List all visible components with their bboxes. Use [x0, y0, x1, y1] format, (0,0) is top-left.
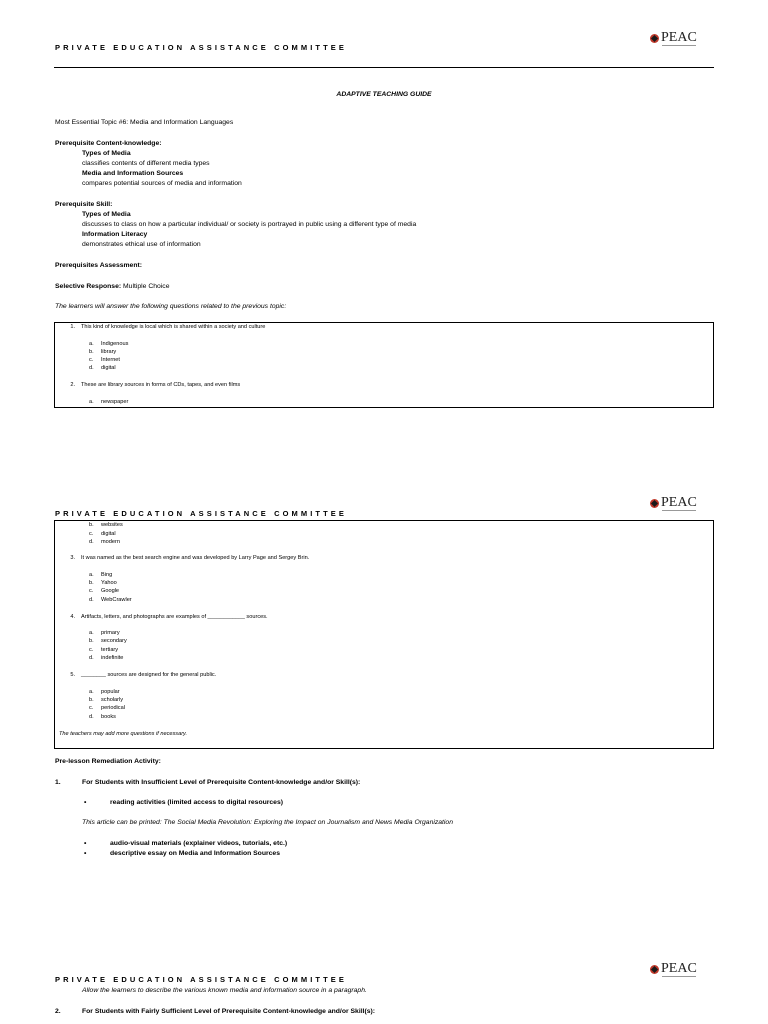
quiz-box-page2: [54, 520, 714, 749]
selective-value: Multiple Choice: [121, 283, 170, 290]
remediation-item-2-number: 2.: [55, 1008, 61, 1015]
option: d. modern: [89, 539, 120, 545]
remediation-item-1-number: 1.: [55, 779, 61, 786]
assessment-heading: Prerequisites Assessment:: [55, 262, 143, 269]
bullet: •: [84, 799, 87, 806]
peac-logo-icon: [650, 34, 659, 43]
option: c. Internet: [89, 357, 120, 363]
question-5: 5. ________ sources are designed for the general public.: [70, 672, 217, 678]
selective-label: Selective Response:: [55, 283, 122, 290]
quiz-box-page1: [54, 322, 714, 408]
topic-line: Most Essential Topic #6: Media and Information Languages: [55, 119, 234, 126]
peac-logo-icon: [650, 965, 659, 974]
prereq-skill-desc: discusses to class on how a particular individual/ or society is portrayed in public using a different type of media: [82, 221, 417, 228]
question-4: 4. Artifacts, letters, and photographs are examples of ____________ sources.: [70, 614, 268, 620]
option: d. indefinite: [89, 655, 124, 661]
option: d. digital: [89, 365, 116, 371]
option: b. websites: [89, 522, 123, 528]
instruction-line: The learners will answer the following questions related to the previous topic:: [55, 303, 287, 310]
prereq-skill-title: Types of Media: [82, 211, 131, 218]
option: b. secondary: [89, 638, 127, 644]
peac-logo-icon: [650, 499, 659, 508]
option: c. tertiary: [89, 647, 119, 653]
peac-logo-text: PEAC: [661, 961, 697, 976]
prereq-content-title: Types of Media: [82, 150, 131, 157]
peac-logo-text: PEAC: [661, 30, 697, 45]
peac-logo: [650, 495, 697, 511]
bullet-reading-activities: reading activities (limited access to digital resources): [110, 799, 284, 806]
option: a. primary: [89, 630, 120, 636]
prereq-skill-desc: demonstrates ethical use of information: [82, 241, 201, 248]
header-title: PRIVATE EDUCATION ASSISTANCE COMMITTEE: [55, 509, 347, 518]
option: a. newspaper: [89, 399, 129, 405]
option: c. digital: [89, 531, 116, 537]
header-title: PRIVATE EDUCATION ASSISTANCE COMMITTEE: [55, 975, 347, 984]
teacher-note: The teachers may add more questions if necessary.: [59, 731, 187, 737]
option: a. Indigenous: [89, 341, 129, 347]
option: b. scholarly: [89, 697, 124, 703]
peac-logo-text: PEAC: [661, 495, 697, 510]
peac-logo: [650, 961, 697, 977]
option: d. WebCrawler: [89, 597, 132, 603]
option: b. Yahoo: [89, 580, 117, 586]
option: c. Google: [89, 588, 120, 594]
describe-note: Allow the learners to describe the various known media and information source in a paragraph.: [82, 987, 367, 994]
prereq-content-desc: classifies contents of different media types: [82, 160, 210, 167]
prereq-content-desc: compares potential sources of media and information: [82, 180, 242, 187]
question-3: 3. It was named as the best search engine and was developed by Larry Page and Sergey Brin.: [70, 555, 310, 561]
doc-title: ADAPTIVE TEACHING GUIDE: [336, 91, 432, 98]
bullet: •: [84, 850, 87, 857]
question-1: 1. This kind of knowledge is local which is shared within a society and culture: [70, 324, 266, 330]
question-2: 2. These are library sources in forms of CDs, tapes, and even films: [70, 382, 241, 388]
prereq-content-title: Media and Information Sources: [82, 170, 184, 177]
header-title: PRIVATE EDUCATION ASSISTANCE COMMITTEE: [55, 43, 347, 52]
option: c. periodical: [89, 705, 125, 711]
bullet-descriptive-essay: descriptive essay on Media and Information Sources: [110, 850, 280, 857]
prereq-skill-title: Information Literacy: [82, 231, 148, 238]
remediation-item-1-title: For Students with Insufficient Level of Prerequisite Content-knowledge and/or Skill(s):: [82, 779, 361, 786]
option: a. popular: [89, 689, 120, 695]
remediation-heading: Pre-lesson Remediation Activity:: [55, 758, 161, 765]
prereq-skill-heading: Prerequisite Skill:: [55, 201, 113, 208]
bullet: •: [84, 840, 87, 847]
article-note: This article can be printed: The Social Media Revolution: Exploring the Impact on Journalism and News Media Organization: [82, 819, 453, 826]
bullet-audio-visual: audio-visual materials (explainer videos, tutorials, etc.): [110, 840, 288, 847]
header-divider: [54, 67, 714, 68]
prereq-content-heading: Prerequisite Content-knowledge:: [55, 140, 162, 147]
selective-response-line: [55, 282, 169, 292]
option: d. books: [89, 714, 116, 720]
remediation-item-2-title: For Students with Fairly Sufficient Level of Prerequisite Content-knowledge and/or Skill(s):: [82, 1008, 376, 1015]
peac-logo: [650, 30, 697, 46]
option: b. library: [89, 349, 117, 355]
option: a. Bing: [89, 572, 113, 578]
